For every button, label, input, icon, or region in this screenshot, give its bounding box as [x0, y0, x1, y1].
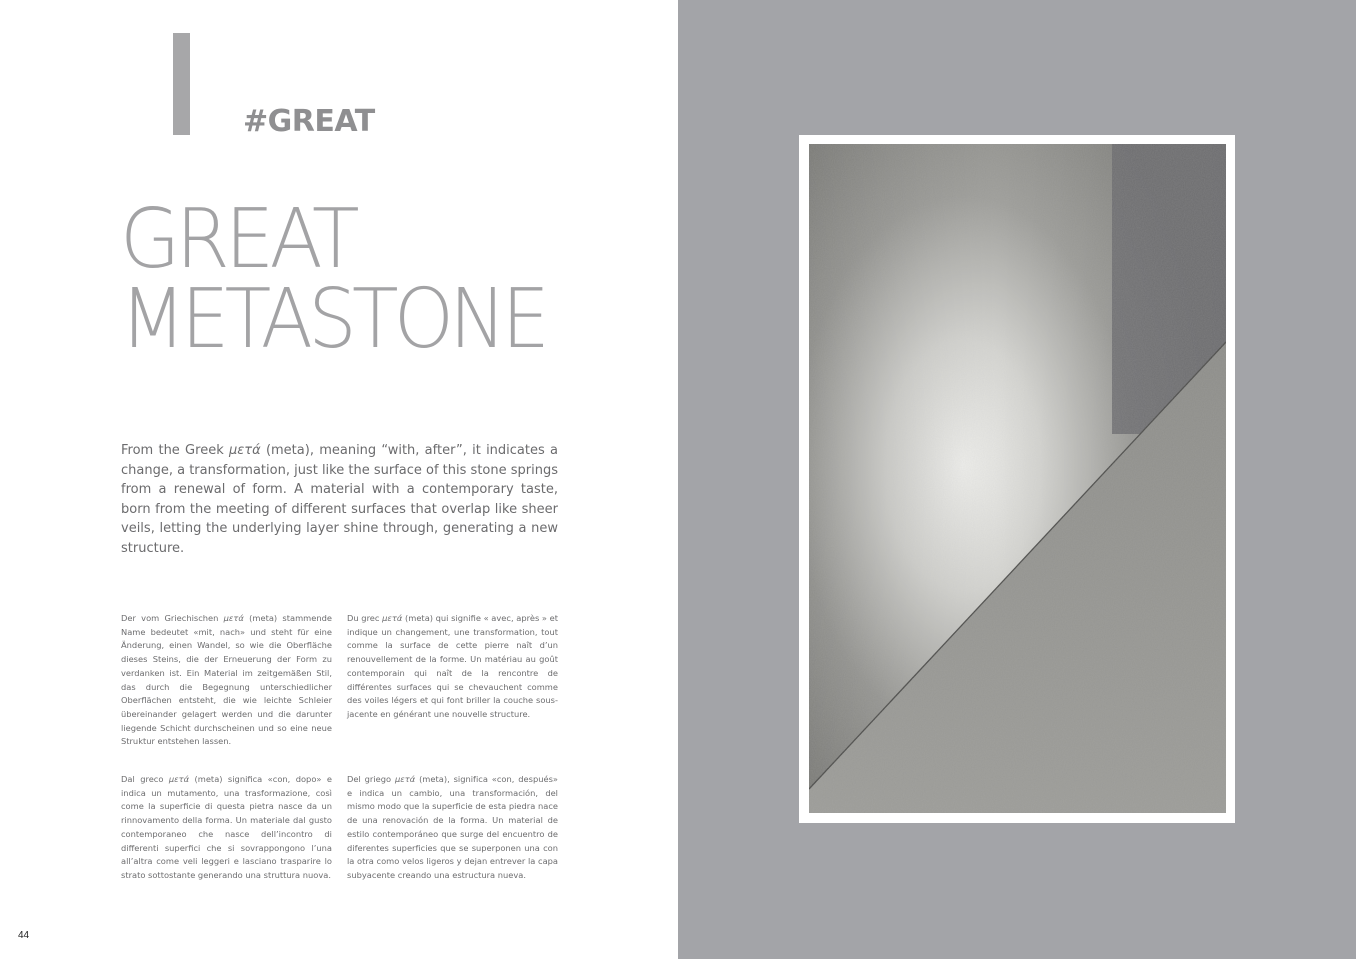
- intro-text-start: From the Greek: [121, 443, 229, 458]
- page-title: [120, 192, 577, 367]
- paragraph-es-rest: (meta), significa «con, después» e indica un cambio, una transformación, del mismo modo que la superficie de esta piedra nace de una renovación de la forma. Un material de estilo contemporáneo que surge del encuentro de diferentes superficies que se superponen una con la otra como velos ligeros y dejan entrever la capa subyacente creando una estructura nueva.: [347, 774, 558, 880]
- paragraph-fr-start: Du grec: [347, 613, 383, 623]
- intro-text-rest: (meta), meaning “with, after”, it indicates a change, a transformation, just like the surface of this stone springs from a renewal of form. A material with a contemporary taste, born from the meeting of different surfaces that overlap like sheer veils, letting the underlying layer shine through, generating a new structure.: [121, 443, 558, 556]
- hashtag-heading: #GREAT: [243, 104, 375, 139]
- paragraph-es: [347, 773, 558, 883]
- page-number: 44: [18, 930, 30, 941]
- paragraph-es-start: Del griego: [347, 774, 395, 784]
- title-line-2: METASTONE: [120, 272, 546, 367]
- photo-grain: [809, 144, 1226, 813]
- paragraph-it-rest: (meta) significa «con, dopo» e indica un mutamento, una trasformazione, così come la superficie di questa pietra nasce da un rinnovamento della forma. Un materiale dal gusto contemporaneo che nasce dell’incontro di differenti superfici che si sovrappongono l’una all’altra come veli leggeri e lasciano trasparire lo strato sottostante generando una struttura nuova.: [121, 774, 332, 880]
- paragraph-de-greek: μετά: [223, 613, 244, 623]
- paragraph-fr-greek: μετά: [382, 613, 403, 623]
- photo-frame: [799, 135, 1235, 823]
- paragraph-it: [121, 773, 332, 883]
- paragraph-de: [121, 612, 332, 749]
- intro-greek-word: μετά: [228, 443, 261, 458]
- title-line-1: GREAT: [120, 192, 355, 287]
- paragraph-fr-rest: (meta) qui signifie « avec, après » et indique un changement, une transformation, tout comme la surface de cette pierre naît d’un renouvellement de la forme. Un matériau au goût contemporain qui naît de la rencontre de différentes surfaces qui se chevauchent comme des voiles légers et qui font briller la couche sous-jacente en générant une nouvelle structure.: [347, 613, 559, 719]
- paragraph-de-start: Der vom Griechischen: [121, 613, 224, 623]
- paragraph-de-rest: (meta) stammende Name bedeutet «mit, nach» und steht für eine Änderung, einen Wandel, so wie die Oberfläche dieses Steins, die der Erneuerung der Form zu verdanken ist. Ein Material im zeitgemäßen Stil, das durch die Begegnung unterschiedlicher Oberflächen entsteht, die wie leichte Schleier übereinander gelagert werden und die darunter liegende Schicht durchscheinen und so eine neue Struktur entstehen lassen.: [121, 613, 332, 747]
- paragraph-it-start: Dal greco: [121, 774, 169, 784]
- paragraph-it-greek: μετά: [168, 774, 190, 784]
- stone-surface-photo: [809, 144, 1226, 813]
- paragraph-fr: [347, 612, 558, 722]
- section-marker-bar: [173, 33, 190, 135]
- intro-paragraph-en: [121, 441, 558, 558]
- paragraph-es-greek: μετά: [394, 774, 416, 784]
